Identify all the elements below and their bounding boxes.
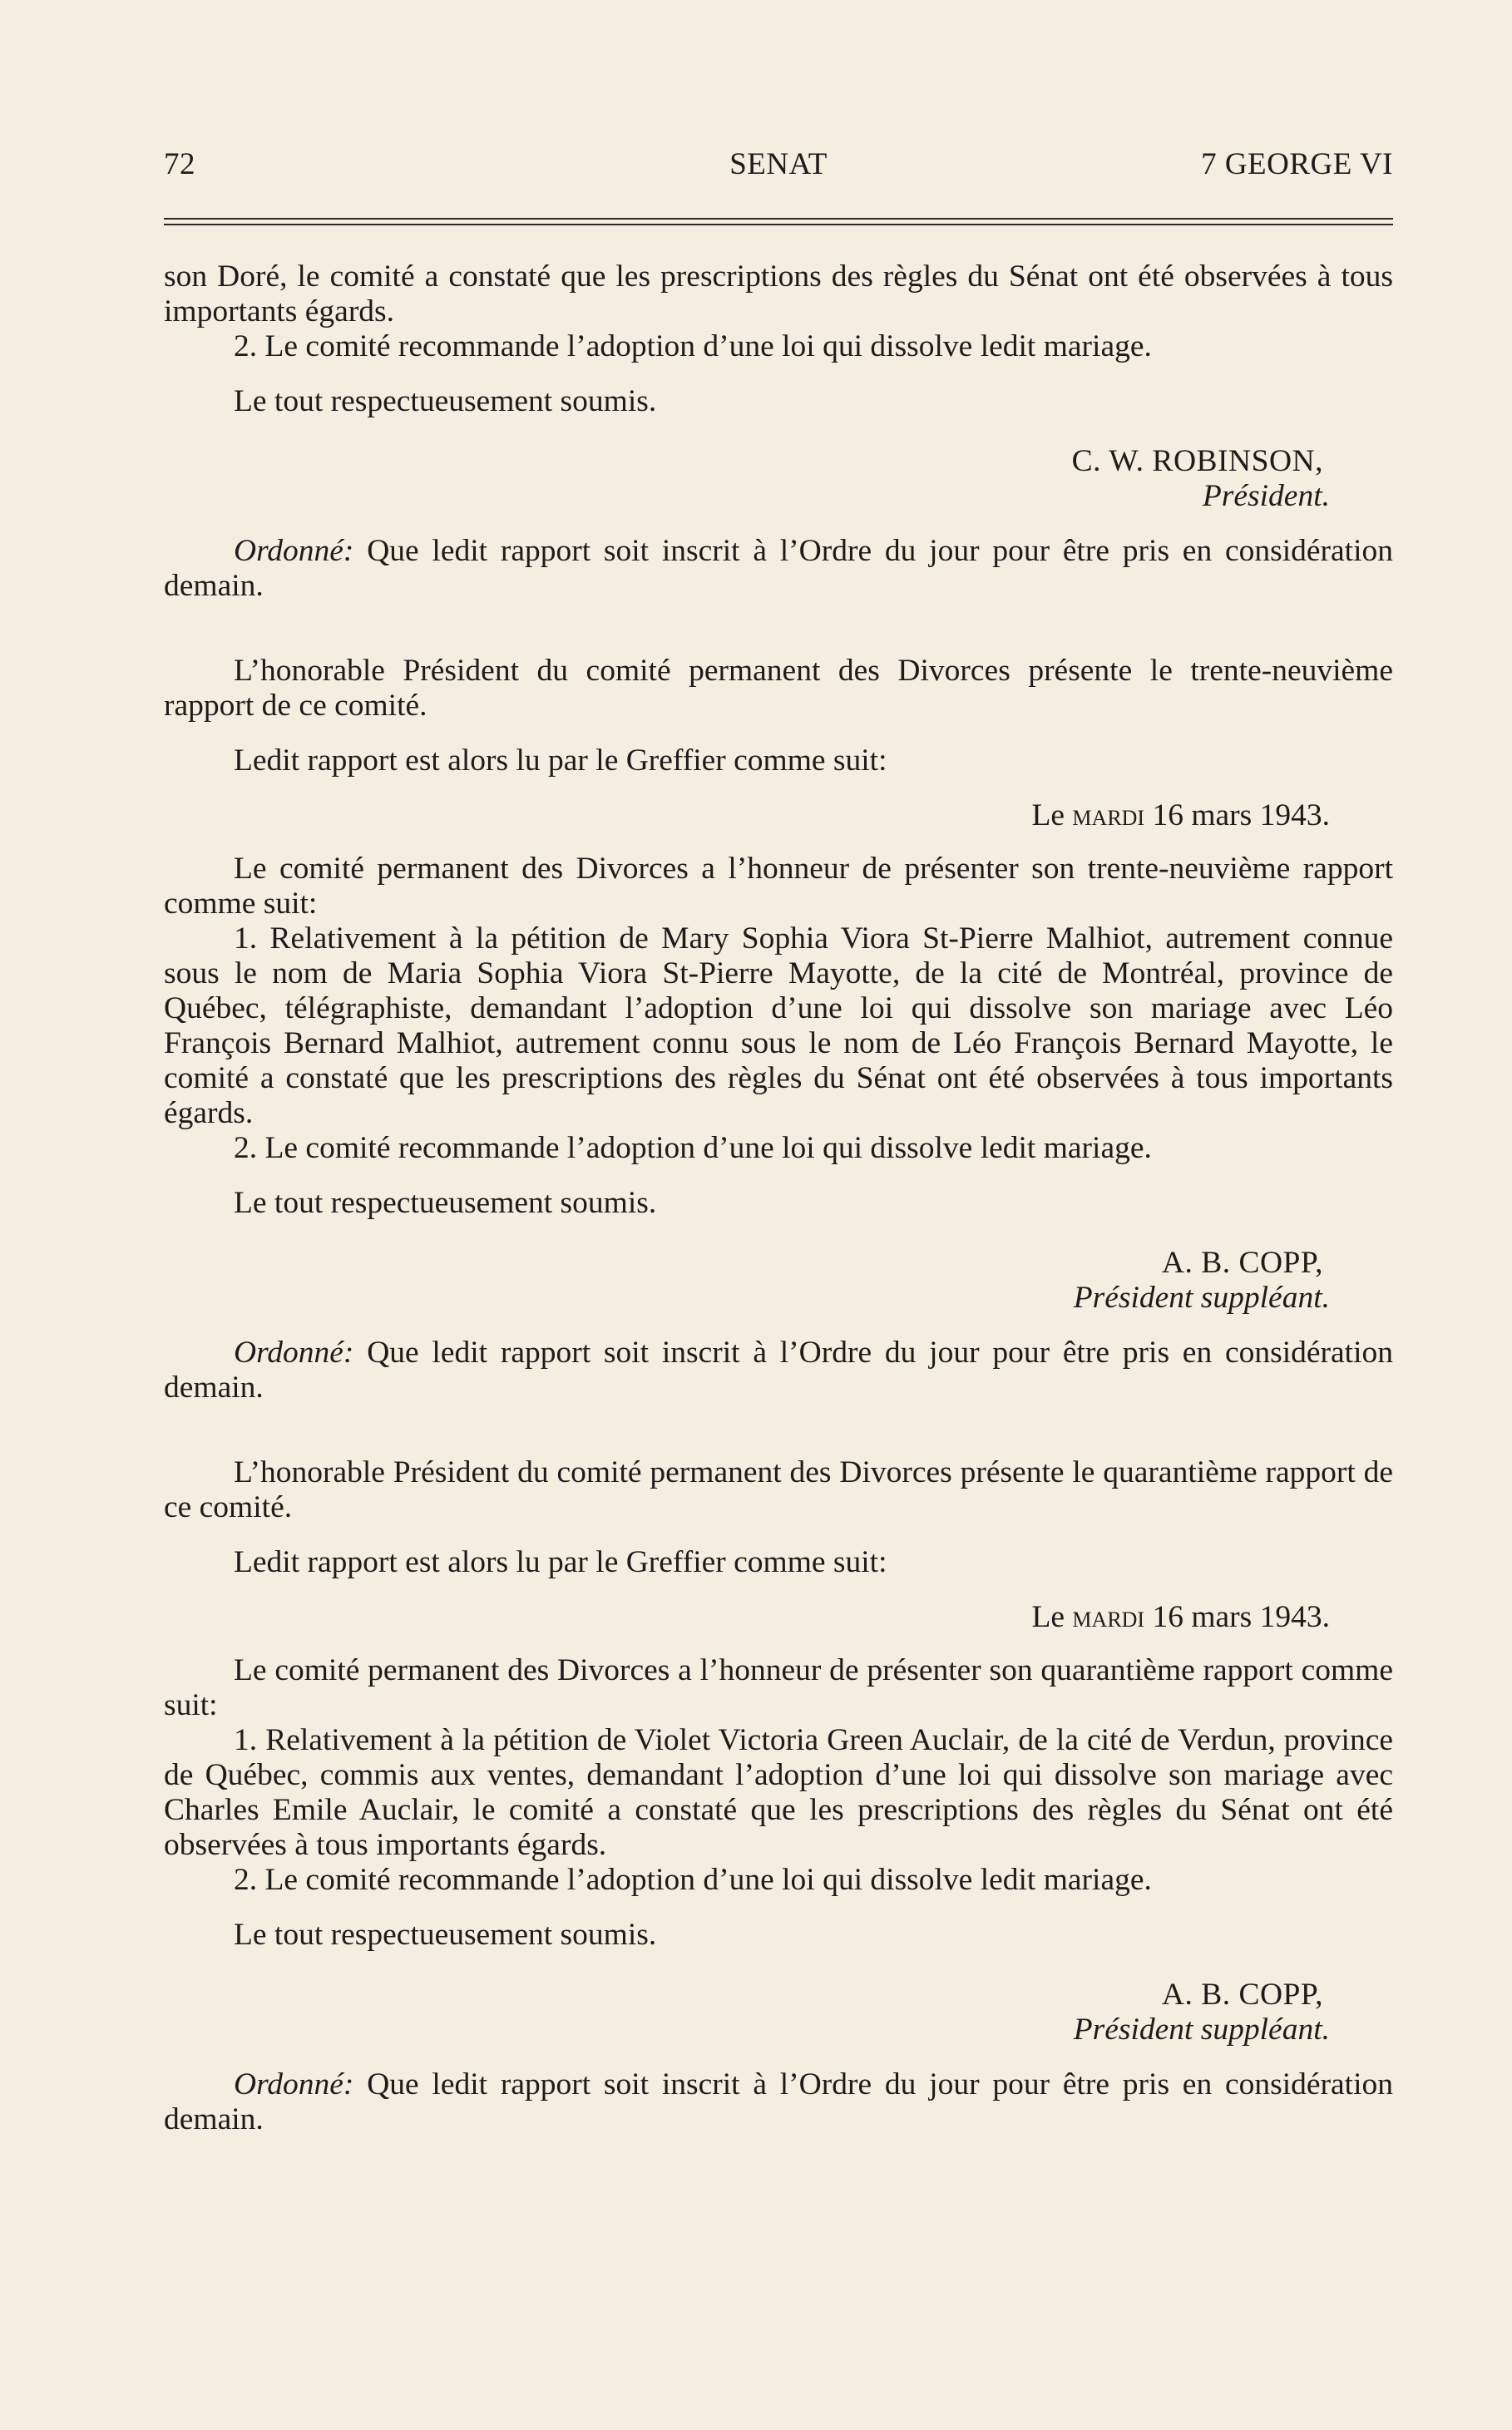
running-header: [164, 146, 1393, 188]
order-paragraph: [164, 2067, 1393, 2137]
paragraph: Le comité permanent des Divorces a l’honneur de présenter son quarantième rapport comme suit:: [164, 1653, 1393, 1722]
submission-line: Le tout respectueusement soumis.: [234, 1918, 657, 1952]
paragraph: 1. Relativement à la pétition de Violet Victoria Green Auclair, de la cité de Verdun, province de Québec, commis aux ventes, demandant l’adoption d’une loi qui dissolve son mariage avec Charles Emile Auclair, le comité a constaté que les prescriptions des règles du Sénat ont été observées à tous importants égards.: [164, 1723, 1393, 1862]
order-text: Que ledit rapport soit inscrit à l’Ordre du jour pour être pris en considération demain.: [164, 1336, 1393, 1405]
paragraph: son Doré, le comité a constaté que les prescriptions des règles du Sénat ont été observées à tous importants égards.: [164, 259, 1393, 328]
header-title: SENAT: [729, 147, 828, 181]
header-double-rule: [164, 218, 1393, 225]
report-date: [164, 1600, 1393, 1635]
paragraph: 2. Le comité recommande l’adoption d’une loi qui dissolve ledit mariage.: [234, 329, 1152, 363]
date-day: mardi: [1072, 1600, 1145, 1634]
paragraph: 2. Le comité recommande l’adoption d’une loi qui dissolve ledit mariage.: [234, 1863, 1152, 1897]
report-intro: L’honorable Président du comité permanent des Divorces présente le trente-neuvième rapport de ce comité.: [164, 654, 1393, 723]
paragraph: 2. Le comité recommande l’adoption d’une loi qui dissolve ledit mariage.: [234, 1131, 1152, 1165]
read-line: Ledit rapport est alors lu par le Greffier comme suit:: [234, 1545, 887, 1579]
report-intro: L’honorable Président du comité permanent des Divorces présente le quarantième rapport de ce comité.: [164, 1455, 1393, 1524]
date-le: Le: [1031, 1600, 1065, 1634]
signer-name: A. B. COPP,: [1161, 1246, 1323, 1280]
signer-name: A. B. COPP,: [1161, 1978, 1323, 2012]
submission-line: Le tout respectueusement soumis.: [234, 1186, 657, 1220]
order-label: Ordonné:: [234, 1336, 354, 1370]
date-rest: 16 mars 1943.: [1144, 1600, 1330, 1634]
header-reign: 7 GEORGE VI: [1201, 147, 1393, 181]
signer-title: Président suppléant.: [1073, 1281, 1330, 1315]
order-label: Ordonné:: [234, 534, 354, 568]
page-body: [164, 259, 1393, 2137]
paragraph: Le comité permanent des Divorces a l’honneur de présenter son trente-neuvième rapport comme suit:: [164, 852, 1393, 921]
order-paragraph: [164, 1336, 1393, 1405]
date-day: mardi: [1072, 798, 1145, 832]
signer-name: C. W. ROBINSON,: [1071, 444, 1323, 478]
order-text: Que ledit rapport soit inscrit à l’Ordre du jour pour être pris en considération demain.: [164, 534, 1393, 603]
date-rest: 16 mars 1943.: [1144, 798, 1330, 832]
date-le: Le: [1031, 798, 1065, 832]
order-text: Que ledit rapport soit inscrit à l’Ordre du jour pour être pris en considération demain.: [164, 2067, 1393, 2136]
paragraph: 1. Relativement à la pétition de Mary Sophia Viora St-Pierre Malhiot, autrement connue sous le nom de Maria Sophia Viora St-Pierre Mayotte, de la cité de Montréal, province de Québec, télégraphiste, demandant l’adoption d’une loi qui dissolve son mariage avec Léo François Bernard Malhiot, autrement connu sous le nom de Léo François Bernard Mayotte, le comité a constaté que les prescriptions des règles du Sénat ont été observées à tous importants égards.: [164, 921, 1393, 1130]
page-number: 72: [164, 147, 195, 181]
signer-title: Président suppléant.: [1073, 2013, 1330, 2047]
report-date: [164, 798, 1393, 833]
submission-line: Le tout respectueusement soumis.: [234, 384, 657, 418]
read-line: Ledit rapport est alors lu par le Greffier comme suit:: [234, 743, 887, 778]
order-paragraph: [164, 534, 1393, 604]
order-label: Ordonné:: [234, 2067, 354, 2102]
signer-title: Président.: [1202, 479, 1330, 513]
